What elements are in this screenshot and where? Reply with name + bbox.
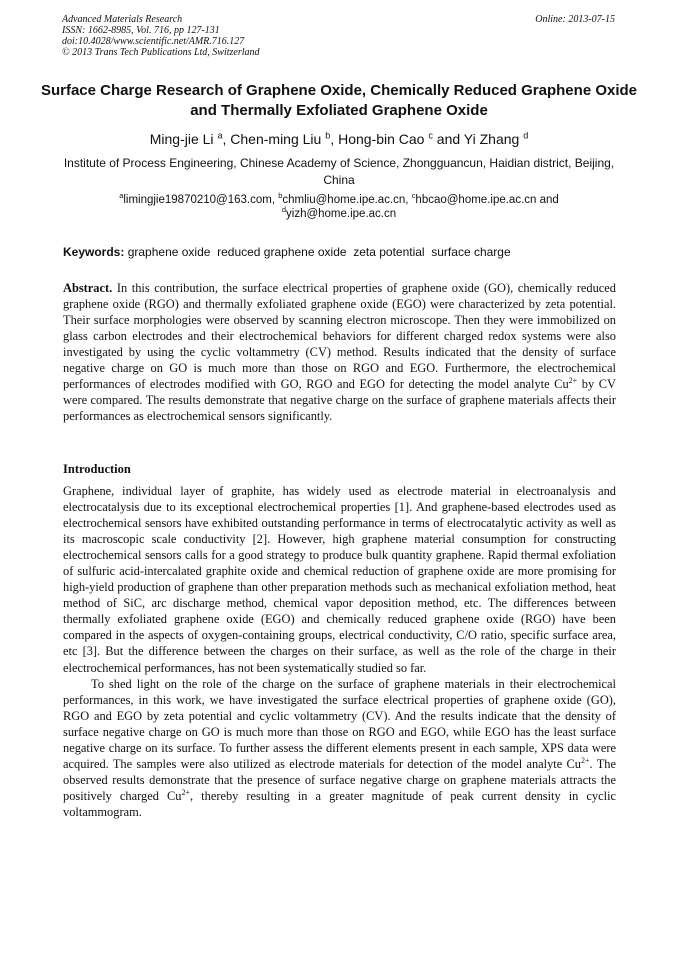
email-link: chmliu@home.ipe.ac.cn — [282, 194, 406, 206]
email-separator: , — [405, 194, 412, 206]
intro-text: To shed light on the role of the charge on the surface of graphene materials in their electrochemical performances, in this work, we have investigated the surface electrical properties of graphene oxide (GO), RGO and EGO by zeta potential and cyclic voltammetry (CV). And the results indicate that the density of surface negative charge on GO is much more than those on RGO and EGO, while EGO has the least surface negative charge on its surface. To further assess the different elements present in each sample, XPS data were acquired. The samples were also utilized as electrode materials for detection of the model analyte Cu — [63, 676, 616, 771]
author-mark: c — [428, 130, 433, 141]
intro-paragraph-1: Graphene, individual layer of graphite, has widely used as electrode material in electroanalysis and electrocatalysis due to its exceptional electrochemical properties [1]. And graphene-based electrodes used as electrochemical sensors have exhibited outstanding performance in terms of electrocatalytic activity as well as its macroscopic scale conductivity [2]. However, high graphene material consumption for constructing electrochemical sensors calls for a good strategy to produce bulk quantity graphene. Rapid thermal exfoliation of sulfuric acid-intercalated graphite oxide and chemical reduction of graphene oxide are more promising for high-yield production of graphene than other preparation methods such as mechanical exfoliation method, heat method of SiC, arc discharge method, chemical vapor deposition method, etc. The differences between thermally exfoliated graphene oxide (EGO) and chemically reduced graphene oxide (RGO) have been compared in the aspects of oxygen-containing groups, electrical conductivity, C/O ratio, specific surface area, etc [3]. But the difference between the charges on their surface, as well as the role of the charge in their electrochemical performances, has not been systematically studied so far. — [63, 484, 616, 675]
introduction-section — [63, 483, 616, 820]
email-link: limingjie19870210@163.com — [123, 194, 272, 206]
email-separator: , — [271, 194, 279, 206]
author-name: Yi Zhang — [463, 131, 520, 147]
abstract-text-cont: by CV were compared. The results demonstrate that negative charge on the surface of graphene materials affects their performances as electrochemical sensors significantly. — [63, 377, 616, 424]
email-mark: b — [278, 191, 283, 201]
journal-header — [62, 14, 615, 58]
abstract — [63, 280, 616, 424]
author-mark: d — [523, 130, 529, 141]
keywords-line — [63, 244, 616, 260]
author-name: Chen-ming Liu — [230, 131, 322, 147]
email-mark: d — [281, 205, 287, 215]
affiliation: Institute of Process Engineering, Chinese Academy of Science, Zhongguancun, Haidian district, Beijing, China — [63, 156, 615, 187]
email-mark: a — [119, 191, 124, 201]
author-mark: b — [325, 130, 331, 141]
charge-superscript: 2+ — [568, 376, 578, 386]
abstract-text: In this contribution, the surface electrical properties of graphene oxide (GO), chemically reduced graphene oxide (RGO) and thermally exfoliated graphene oxide (EGO) were characterized by zeta potential. Their surface morphologies were observed by scanning electron microscope. Then they were immobilized on glass carbon electrodes and their electrochemical behaviors for different charged redox systems were also investigated by using the cyclic voltammetry (CV) method. Results indicated that the density of surface negative charge on GO is much more than those on RGO and EGO. Furthermore, the electrochemical performances of electrodes modified with GO, RGO and EGO for detecting the model analyte Cu — [63, 281, 616, 392]
email-conjunction: and — [536, 194, 559, 206]
paper-title: Surface Charge Research of Graphene Oxide, Chemically Reduced Graphene Oxide and Thermally Exfoliated Graphene Oxide — [40, 82, 638, 119]
charge-superscript: 2+ — [580, 755, 590, 765]
online-date: Online: 2013-07-15 — [535, 14, 615, 25]
section-heading-introduction: Introduction — [63, 462, 131, 476]
author-name: Hong-bin Cao — [338, 131, 425, 147]
keywords-text: graphene oxide reduced graphene oxide zeta potential surface charge — [127, 245, 511, 259]
author-list — [40, 130, 638, 148]
keywords-label: Keywords: — [63, 245, 125, 259]
email-mark: c — [411, 191, 416, 201]
intro-text-end: , thereby resulting in a greater magnitude of peak current density in cyclic voltammogram. — [63, 788, 617, 819]
author-name: Ming-jie Li — [149, 131, 214, 147]
author-mark: a — [217, 130, 223, 141]
issn-line: ISSN: 1662-8985, Vol. 716, pp 127-131 — [62, 25, 220, 36]
intro-text-cont: . The observed results demonstrate that the presence of surface negative charge on graphene materials attracts the positively charged Cu — [63, 756, 616, 803]
charge-superscript: 2+ — [181, 787, 191, 797]
doi-line: doi:10.4028/www.scientific.net/AMR.716.127 — [62, 36, 245, 47]
email-link: hbcao@home.ipe.ac.cn — [415, 194, 537, 206]
copyright-line: © 2013 Trans Tech Publications Ltd, Switzerland — [62, 47, 260, 58]
author-conjunction: and — [432, 131, 464, 147]
journal-name: Advanced Materials Research — [62, 14, 183, 25]
author-separator: , — [222, 131, 231, 147]
intro-paragraph-2 — [63, 676, 616, 820]
abstract-label: Abstract. — [63, 281, 113, 295]
author-emails — [62, 193, 616, 221]
email-link: yizh@home.ipe.ac.cn — [286, 208, 397, 220]
author-separator: , — [330, 131, 339, 147]
